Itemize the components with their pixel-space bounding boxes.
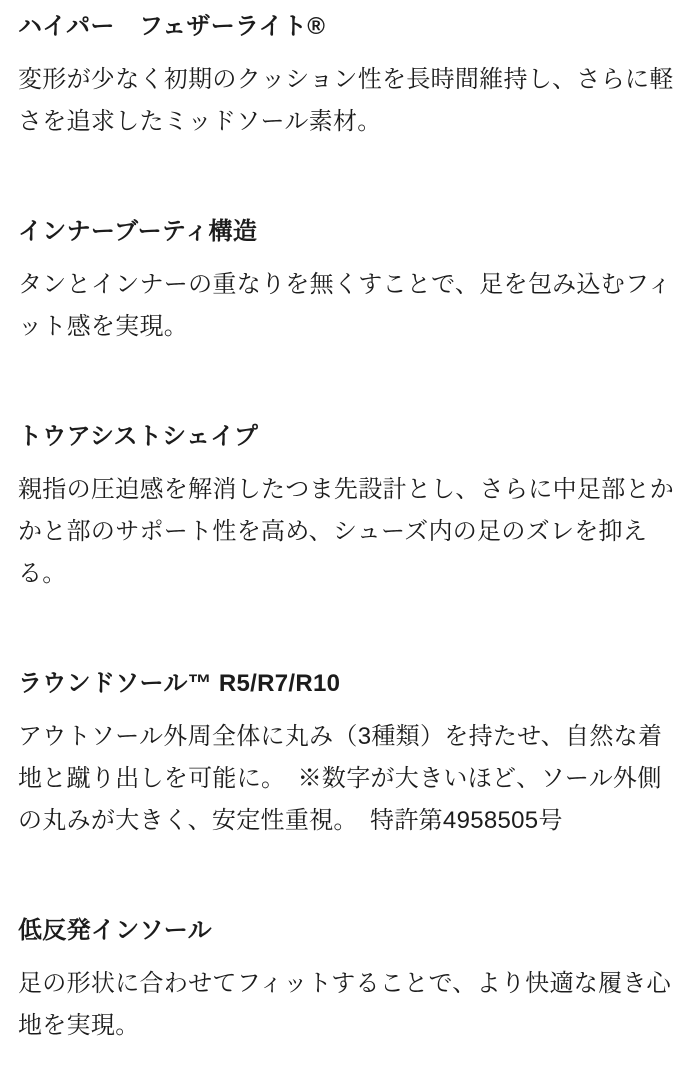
feature-heading: 低反発インソール — [18, 917, 212, 944]
feature-heading: ラウンドソール™ R5/R7/R10 — [18, 670, 341, 697]
description-line: かと部のサポート性を高め、シューズ内の足のズレを抑え — [18, 518, 648, 545]
description-line: タンとインナーの重なりを無くすことで、足を包み込むフィ — [18, 271, 672, 298]
feature-description — [18, 469, 682, 595]
description-line: ット感を実現。 — [18, 313, 189, 340]
description-line: る。 — [18, 560, 67, 587]
description-line: 足の形状に合わせてフィットすることで、より快適な履き心 — [18, 970, 671, 997]
description-line: さを追求したミッドソール素材。 — [18, 108, 382, 135]
feature-heading: インナーブーティ構造 — [18, 218, 258, 245]
feature-section-low-resilience-insole — [18, 916, 682, 1047]
description-line: 親指の圧迫感を解消したつま先設計とし、さらに中足部とか — [18, 476, 675, 503]
feature-section-hyper-featherlight — [18, 12, 682, 143]
feature-section-toe-assist-shape — [18, 422, 682, 595]
description-line: 地を実現。 — [18, 1012, 140, 1039]
feature-description — [18, 716, 682, 842]
feature-section-inner-bootie — [18, 217, 682, 348]
feature-description — [18, 963, 682, 1047]
description-line: の丸みが大きく、安定性重視。 特許第4958505号 — [18, 807, 563, 834]
description-line: 地と蹴り出しを可能に。 ※数字が大きいほど、ソール外側 — [18, 765, 662, 792]
feature-description — [18, 59, 682, 143]
feature-section-round-sole — [18, 669, 682, 842]
description-line: アウトソール外周全体に丸み（3種類）を持たせ、自然な着 — [18, 723, 663, 750]
feature-heading: ハイパー フェザーライト® — [18, 13, 326, 40]
description-line: 変形が少なく初期のクッション性を長時間維持し、さらに軽 — [18, 66, 674, 93]
feature-description — [18, 264, 682, 348]
feature-heading: トウアシストシェイプ — [18, 423, 259, 450]
